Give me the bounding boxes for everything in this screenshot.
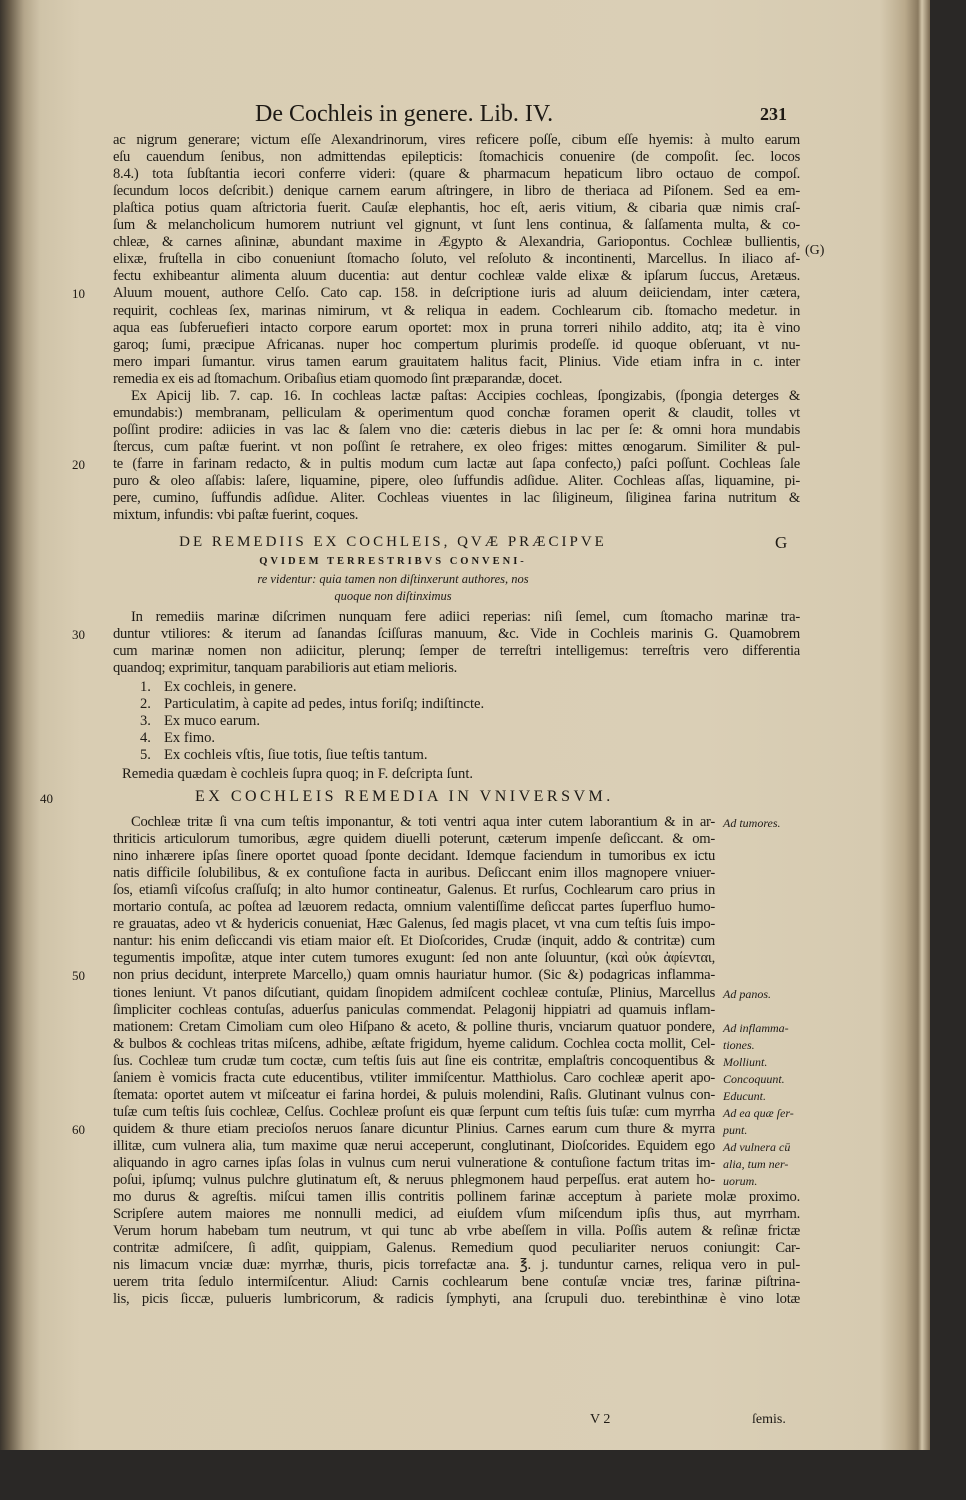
text-line: illitæ, cum vulnera alia, tum maxime quæ nerui acceperunt, conglutinant, Dioſcorides. Equidem ego: [113, 1137, 715, 1154]
list-text: Ex muco earum.: [164, 713, 261, 730]
line-number: 40: [40, 791, 53, 806]
text-line: plaſtica potius quam aſtrictoria fuerit. Cauſæ elephantis, hoc eſt, aeris vitium, & cibaria quæ nimis craſ-: [113, 200, 800, 217]
text-line: ac nigrum generare; victum eſſe Alexandrinorum, vires reficere poſſe, cibum eſſe hyemis: à multo earum: [113, 132, 800, 148]
text-line: puro & oleo aſſabis: laſere, liquamine, pipere, oleo ſuffundis adſidue. Aliter. Cochleas aſſas, liquamine, pi-: [113, 473, 800, 489]
line-number: 30: [72, 627, 85, 643]
text-line: te (farre in farinam redacto, & in pultis modum cum lactæ aut ſapa confecto,) paſci poſſunt. Cochleas ſale: [113, 455, 800, 472]
list-text: Ex cochleis vſtis, ſiue totis, ſiue teſtis tantum.: [164, 747, 428, 764]
page-number: 231: [760, 104, 787, 124]
text-line: ſtemata: oportet autem vt miſceatur ei farina hordei, & puluis molendini, Raſis. Glutinant vulnus con-: [113, 1086, 715, 1103]
signature-mark: V 2: [590, 1412, 611, 1427]
section-subheading-italic: re videntur: quia tamen non diſtinxerunt authores, nos: [257, 572, 529, 586]
text-line: ſaniem è vomicis fracta cute educentibus, vtiliter immiſcentur. Matthiolus. Caro cochleæ aperit apo-: [113, 1069, 715, 1086]
text-line: nantur: his enim deſiccandi vis etiam maior eſt. Et Dioſcorides, Crudæ (inquit, addo & contritæ) cum: [113, 933, 715, 950]
text-line: mixtum, infundis: vbi paſtæ fuerint, coques.: [113, 507, 359, 524]
margin-note: Concoquunt.: [723, 1071, 785, 1086]
list-item: [140, 679, 297, 696]
margin-note: Ad ea quæ ſer-: [723, 1105, 794, 1120]
text-line: pere, cumino, ſuffundis adſidue. Aliter. Cochleas viuentes in lac ſiligineum, ſiliginea farina nutritum &: [113, 490, 800, 507]
text-line: tegumentis impoſitæ, atque inter cutem tumores exugunt: ſed non ante ſoluuntur, (καὶ οὐκ ἀφίενται,: [113, 950, 715, 967]
margin-note: alia, tum ner-: [723, 1157, 789, 1171]
list-number: 5.: [140, 747, 151, 764]
list-text: Ex fimo.: [164, 730, 216, 747]
text-line: 8.4.) tota ſubſtantia iecori conferre videri: (quare & pharmacum hepaticum libro octauo de compoſ.: [113, 166, 800, 183]
margin-note: Ad inflamma-: [723, 1020, 789, 1035]
list-item: [140, 696, 484, 713]
text-line: Ex Apicij lib. 7. cap. 16. In cochleas lactæ paſtas: Accipies cochleas, ſpongizabis, (ſpongia deterges &: [131, 387, 800, 404]
text-line: ſimpliciter cochleas contuſas, aduerſus paniculas commendat. Pelagonij hippiatri ad quamuis inflam-: [113, 1001, 715, 1018]
list-text: Ex cochleis, in genere.: [164, 679, 297, 695]
running-title: De Cochleis in genere. Lib. IV.: [255, 101, 554, 127]
margin-note: punt.: [723, 1122, 748, 1137]
margin-note: Ad tumores.: [723, 816, 781, 830]
margin-note: tiones.: [723, 1037, 755, 1052]
list-note: Remedia quædam è cochleis ſupra quoq; in F. deſcripta ſunt.: [122, 766, 474, 782]
margin-note: Ad panos.: [723, 986, 771, 1001]
line-number: 20: [72, 456, 85, 472]
text-line: tuſæ cum teſtis ſuis cochleæ, Celſus. Cochleæ proſunt eis quæ ſerpunt cum teſtis ſuis tuſæ: cum myrrha: [113, 1103, 715, 1120]
text-line: requirit, cochleas ſex, marinas nimirum, vt & reliqua in eadem. Cochlearum cib. ſtomacho medetur. in: [113, 302, 800, 319]
list-text: Particulatim, à capite ad pedes, intus foriſq; indiſtincte.: [164, 696, 485, 713]
text-line: tiones leniunt. Vt panos diſcutiant, quidam ſinopidem admiſcent cochleæ contuſæ, Plinius, Marcellus: [113, 984, 715, 1001]
text-line: non prius decidunt, interprete Marcello,) quam omnis hauriatur humor. (Sic &) podagricas inflamma-: [113, 967, 715, 984]
text-line: mo durus & agreſtis. miſcui tamen illis contritis pollinem farinæ acceptum à pariete molæ proximo.: [113, 1189, 800, 1206]
text-line: natis difficile ſolubilibus, & ex contuſione facta in auribus. Deſiccant enim illos magnopere vniuer-: [113, 865, 715, 882]
list-number: 4.: [140, 730, 151, 747]
text-line: remedia ex eis ad ſtomachum. Oribaſius etiam quomodo ſint præparandæ, docet.: [113, 370, 563, 387]
text-line: chleæ, & carnes aſininæ, abundant maxime in Ægypto & Alexandria, Gariopontus. Cochleæ bullientis,: [113, 234, 800, 251]
text-line: elixæ, fruſtella in cibo conueniunt ſtomacho ſoluto, vel reſoluto & incontinenti, Marcellus. In iliaco af-: [113, 251, 800, 268]
list-item: [140, 730, 215, 747]
margin-letter-g: (G): [805, 243, 825, 258]
text-line: mortario contuſa, ac poſtea ad læuorem redacta, omnium valentiſſime deſiccat partes ſuperfluo humo-: [113, 899, 715, 916]
text-line: aliquando in agro carnes ipſas ſolas in vulnus cum nerui vulneratione & contuſione factum tritas im-: [113, 1155, 715, 1171]
text-line: contritæ admiſcere, ſi adſit, quippiam, Galenus. Remedium quod peculiariter neruos coniungit: Car-: [113, 1240, 800, 1257]
text-line: nis limacum vnciæ duæ: myrrhæ, thuris, picis torrefactæ ana. ℥. j. tunduntur carnes, reliqua vero in pul-: [113, 1257, 800, 1274]
text-line: mationem: Cretam Cimoliam cum oleo Hiſpano & aceto, & polline thuris, vnciarum quatuor pondere,: [113, 1018, 715, 1035]
text-line: nino inhærere ipſas ſinere oportet quoad ſponte decidant. Idemque faciendum in tumoribus ex ictu: [113, 848, 715, 865]
section-heading: DE REMEDIIS EX COCHLEIS, QVÆ PRÆCIPVE: [179, 534, 607, 550]
text-line: In remediis marinæ diſcrimen nunquam fere adiici reperias: niſi ſemel, cum ſtomacho marinæ tra-: [131, 609, 800, 625]
margin-note: uorum.: [723, 1174, 758, 1189]
text-line: Cochleæ tritæ ſi vna cum teſtis imponantur, & toti ventri aqua inter cutem laborantium & in ar-: [131, 814, 715, 830]
text-line: fectu exhibeantur alimenta aluum ducentia: aut dentur cochleæ valde elixæ & ipſarum ſuccus, Aretæus.: [113, 268, 800, 285]
section-subheading: QVIDEM TERRESTRIBVS CONVENI-: [259, 556, 527, 567]
catchword: ſemis.: [752, 1412, 786, 1427]
text-line: re grauatas, adeo vt & hydericis conueniat, Hæc Galenus, ſed magis placet, vt vna cum teſtis ſuis impo-: [113, 916, 715, 933]
line-number: 50: [72, 968, 85, 984]
text-line: eſu cauendum ſenibus, non admittendas epilepticis: ſtomachicis conuenire (de compoſit. ſec. locos: [113, 149, 800, 166]
line-number: 10: [72, 286, 85, 302]
text-line: ſum & melancholicum humorem nutriunt vel gignunt, vt ſunt lens continua, & ſalſamenta multa, & co-: [113, 217, 800, 234]
list-number: 1.: [140, 679, 151, 695]
text-line: mero impari ſumantur. virus tamen earum grauitatem halitus facit, Plinius. Vide etiam infra in c. inter: [113, 353, 800, 370]
text-line: cum marinæ nomen non adiicitur, plerunq; ſemper de terreſtri intelligemus: terreſtris vero differentia: [113, 643, 800, 660]
text-line: ſtercus, cum paſtæ fuerint. vt non poſſint ſe retrahere, ex oleo friges: mittes œnogarum. Similiter & pul-: [113, 438, 800, 455]
list-number: 2.: [140, 696, 151, 713]
text-line: uerem trita ſedulo intermiſcentur. Aliud: Carnis cochlearum bene contuſæ vnciæ tres, farinæ piſtrina-: [113, 1274, 800, 1291]
text-line: Verum horum habebam tum neutrum, vt qui tunc ab vrbe abeſſem in villa. Poſſis autem & reſinæ frictæ: [113, 1223, 800, 1240]
margin-note: Ad vulnera cū: [723, 1139, 791, 1154]
text-line: lis, picis ſiccæ, pulueris lumbricorum, & radicis ſymphyti, ana ſcrupuli duo. terebinthinæ è vino lotæ: [113, 1291, 800, 1308]
text-line: quidem & thure etiam precioſos neruos ſanare dicuntur Plinius. Carnes earum cum thure & myrra: [113, 1120, 715, 1137]
text-line: ſecundum locos deſcribit.) denique carnem earum aſtringere, in libro de theriaca ad Piſonem. Sed ea em-: [113, 183, 800, 200]
list-number: 3.: [140, 713, 151, 730]
text-line: poſui, ipſumq; vulnus pulchre glutinatum eſt, & neruus phlegmonem haud perpeſſus. erat autem ho-: [113, 1172, 715, 1189]
text-line: thriticis articulorum tumoribus, ægre quidem diuelli poterunt, cæterum impenſe deſiccant. & om-: [113, 831, 715, 848]
text-line: Aluum mouent, authore Celſo. Cato cap. 158. in deſcriptione iuris ad aluum deiiciendam, inter cætera,: [113, 285, 800, 302]
section-heading: EX COCHLEIS REMEDIA IN VNIVERSVM.: [195, 788, 614, 805]
text-line: ſus. Cochleæ tum crudæ tum coctæ, cum teſtis ſuis aut ſine eis contritæ, emplaſtris concoquentibus &: [113, 1052, 715, 1069]
text-line: aqua eas ſubferuefieri intacto corpore earum oportet: mox in pruna torreri nihilo addito, atq; ita è vino: [113, 319, 800, 336]
margin-note: Molliunt.: [723, 1054, 768, 1069]
text-line: duntur vtiliores: & iterum ad ſanandas ſciſſuras manuum, &c. Vide in Cochleis marinis G. Quamobrem: [113, 626, 800, 643]
line-number: 60: [72, 1121, 85, 1137]
text-line: Scripſere autem maiores me nonnulli medici, ad eiuſdem vſum miſcendum ipſis thus, aut myrrham.: [113, 1206, 800, 1223]
section-subheading-italic: quoque non diſtinximus: [334, 589, 452, 603]
text-line: & bulbos & cochleas tritas miſcens, adhibe, æſtate frigidum, hyeme calidum. Cochlea cocta mollit, Cel-: [113, 1035, 715, 1052]
margin-letter-g: G: [775, 533, 788, 552]
list-item: [140, 713, 260, 730]
margin-note: Educunt.: [723, 1088, 766, 1103]
text-line: emundabis:) membranam, pelliculam & operimentum quod conchæ foramen operit & claudit, tolles vt: [113, 404, 800, 421]
text-line: ſos, etiamſi viſcoſus craſſuſq; in alto humor contineatur, Galenus. Et rurſus, Cochlearum caro prius in: [113, 882, 715, 899]
list-item: [140, 747, 427, 764]
text-line: poſſint prodire: adiicies in vas lac & ſalem vno die: cæteris diebus in lac per ſe: & omni hora mundabis: [113, 421, 800, 438]
text-line: garoq; ſumi, præcipue Africanas. nuper hoc compertum plurimis prodeſſe. id quoque obſeruant, vt nu-: [113, 336, 800, 353]
text-line: quandoq; exprimitur, tanquam parabilioris aut etiam melioris.: [113, 660, 458, 677]
